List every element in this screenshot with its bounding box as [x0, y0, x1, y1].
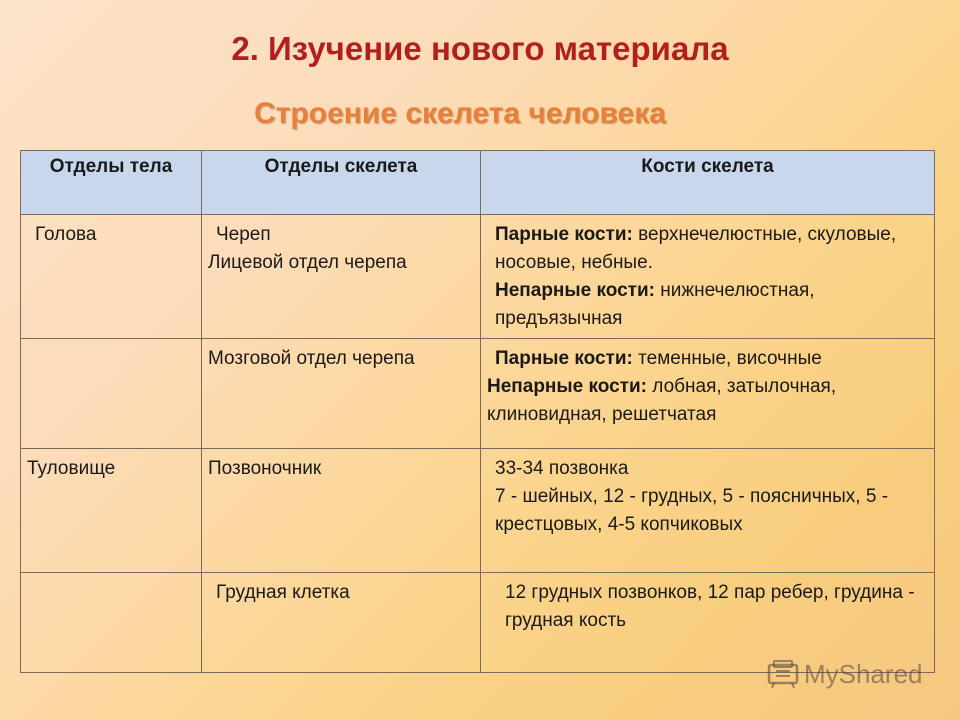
myshared-watermark [766, 657, 923, 691]
skeleton-part-label: Позвоночник [208, 458, 322, 479]
cell-skeleton-part [202, 215, 481, 339]
cell-body-part [21, 215, 202, 339]
cell-body-part [21, 573, 202, 673]
table-row [21, 339, 935, 449]
paired-bones-text: верхнечелюстные, скуловые, носовые, небные. [495, 224, 897, 273]
cell-body-part [21, 339, 202, 449]
cell-skeleton-part [202, 449, 481, 573]
paired-bones [487, 345, 928, 373]
unpaired-bones-text: лобная, затылочная, клиновидная, решетчатая [487, 376, 837, 425]
table-row [21, 449, 935, 573]
paired-bones-text: теменные, височные [632, 348, 822, 369]
cell-body-part [21, 449, 202, 573]
header-body-parts: Отделы тела [21, 151, 202, 215]
chest-bones: 12 грудных позвонков, 12 пар ребер, грудина - грудная кость [505, 582, 915, 631]
table-header-row [21, 151, 935, 215]
body-part-label: Туловище [27, 458, 116, 479]
cell-skeleton-part [202, 339, 481, 449]
header-skeleton-bones: Кости скелета [481, 151, 935, 215]
slide-subtitle: Строение скелета человека [254, 97, 666, 130]
cell-bones [481, 339, 935, 449]
skeleton-table [20, 150, 935, 673]
vertebrae-breakdown: 7 - шейных, 12 - грудных, 5 - поясничных, 5 - крестцовых, 4-5 копчиковых [495, 486, 889, 535]
cell-bones [481, 215, 935, 339]
skeleton-part-label: Череп [216, 224, 271, 245]
vertebrae-count: 33-34 позвонка [495, 458, 629, 479]
unpaired-bones [487, 373, 928, 429]
cell-bones [481, 449, 935, 573]
skeleton-part-label: Мозговой отдел черепа [208, 348, 415, 369]
body-part-label: Голова [35, 224, 97, 245]
watermark-text: MyShared [804, 658, 923, 689]
unpaired-bones-label: Непарные кости: [487, 376, 647, 397]
paired-bones-label: Парные кости: [495, 348, 633, 369]
unpaired-bones-text: нижнечелюстная, предъязычная [495, 280, 815, 329]
skeleton-part-label: Грудная клетка [216, 582, 350, 603]
table-row [21, 215, 935, 339]
paired-bones-label: Парные кости: [495, 224, 633, 245]
slide-title: 2. Изучение нового материала [231, 30, 729, 67]
header-skeleton-parts: Отделы скелета [202, 151, 481, 215]
cell-skeleton-part [202, 573, 481, 673]
skeleton-subpart-label: Лицевой отдел черепа [208, 252, 407, 273]
unpaired-bones-label: Непарные кости: [495, 280, 655, 301]
myshared-logo-icon [766, 659, 800, 689]
paired-bones [487, 221, 928, 277]
unpaired-bones [487, 277, 928, 333]
